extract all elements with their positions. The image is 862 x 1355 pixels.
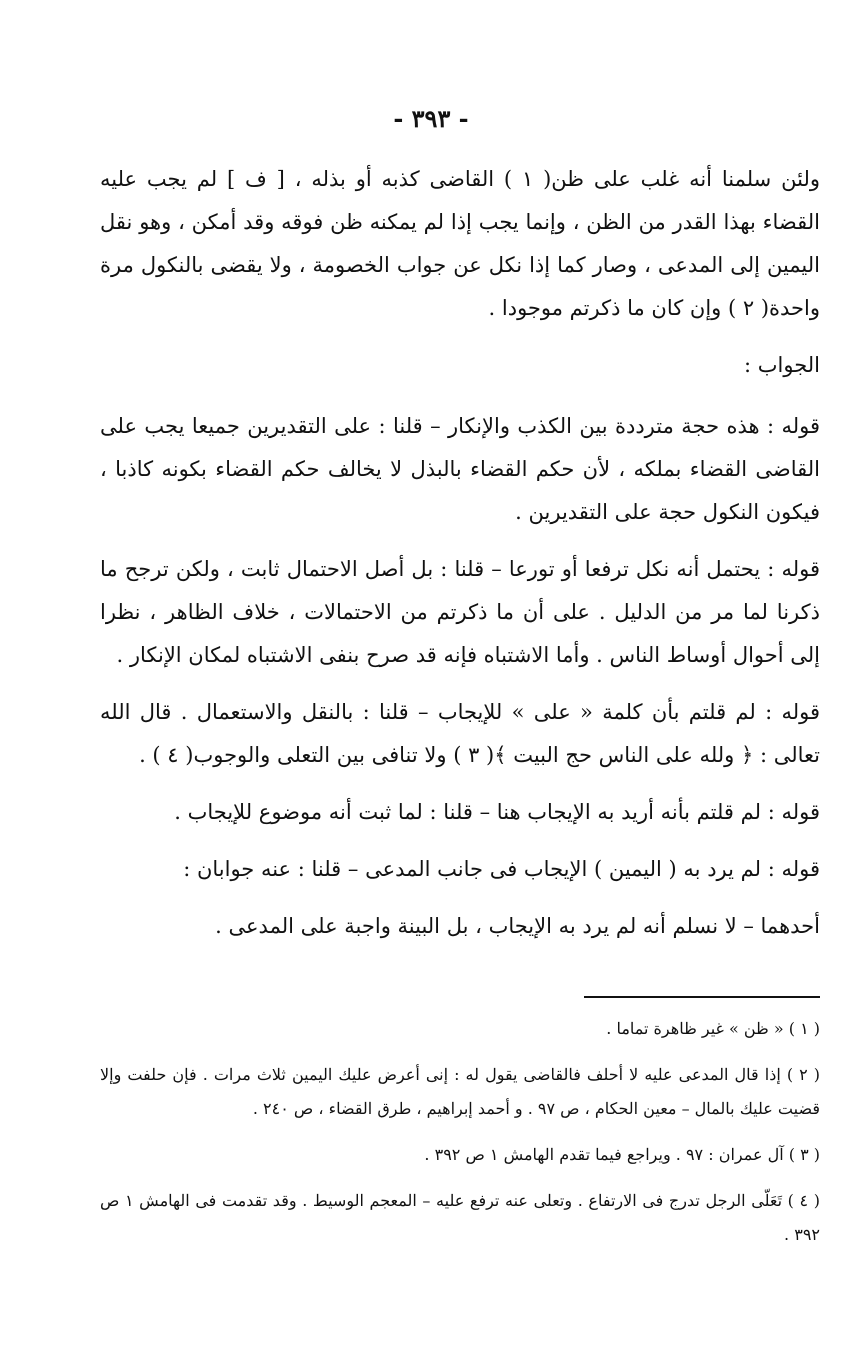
footnote-2: ( ٢ ) إذا قال المدعى عليه لا أحلف فالقاضى يقول له : إنى أعرض عليك اليمين ثلاث مرات . فإن حلفت وإلا قضيت عليك بالمال – معين الحكام ، ص ٩٧ . و أحمد إبراهيم ، طرق القضاء ، ص ٢٤٠ . [100,1065,821,1118]
answer-heading: الجواب : [744,353,820,377]
page-number: - ٣٩٣ - [393,104,469,133]
paragraph-reply-5: قوله : لم يرد به ( اليمين ) الإيجاب فى جانب المدعى – قلنا : عنه جوابان : [183,857,820,881]
footnote-3: ( ٣ ) آل عمران : ٩٧ . ويراجع فيما تقدم الهامش ١ ص ٣٩٢ . [424,1145,820,1164]
footnotes [100,1012,820,1264]
paragraph-reply-1: قوله : هذه حجة مترددة بين الكذب والإنكار – قلنا : على التقديرين جميعا يجب على القاضى القضاء بملكه ، لأن حكم القضاء بالبذل لا يخالف حكم القضاء بكونه كاذبا ، فيكون النكول حجة على التقديرين . [100,414,820,524]
main-text [100,158,820,962]
paragraph-reply-4: قوله : لم قلتم بأنه أريد به الإيجاب هنا – قلنا : لما ثبت أنه موضوع للإيجاب . [174,800,820,824]
paragraph-reply-2: قوله : يحتمل أنه نكل ترفعا أو تورعا – قلنا : بل أصل الاحتمال ثابت ، ولكن ترجح ما ذكرنا لما مر من الدليل . على أن ما ذكرتم من الاحتمالات ، خلاف الظاهر ، نظرا إلى أحوال أوساط الناس . وأما الاشتباه فإنه قد صرح بنفى الاشتباه لمكان الإنكار . [100,557,820,667]
paragraph-reply-3: قوله : لم قلتم بأن كلمة « على » للإيجاب – قلنا : بالنقل والاستعمال . قال الله تعالى : ﴿ ولله على الناس حج البيت ﴾( ٣ ) ولا تنافى بين التعلى والوجوب( ٤ ) . [100,700,820,767]
footnote-divider [584,996,820,998]
paragraph-objection: ولئن سلمنا أنه غلب على ظن( ١ ) القاضى كذبه أو بذله ، [ ف ] لم يجب عليه القضاء بهذا القدر من الظن ، وإنما يجب إذا لم يمكنه ظن فوقه وقد أمكن ، وهو نقل اليمين إلى المدعى ، وصار كما إذا نكل عن جواب الخصومة ، ولا يقضى بالنكول مرة واحدة( ٢ ) وإن كان ما ذكرتم موجودا . [100,167,820,320]
footnote-4: ( ٤ ) تَعَلّى الرجل تدرج فى الارتفاع . وتعلى عنه ترفع عليه – المعجم الوسيط . وقد تقدمت فى الهامش ١ ص ٣٩٢ . [100,1191,820,1244]
footnote-1: ( ١ ) « ظن » غير ظاهرة تماما . [606,1019,820,1038]
paragraph-reply-6: أحدهما – لا نسلم أنه لم يرد به الإيجاب ، بل البينة واجبة على المدعى . [215,914,820,938]
